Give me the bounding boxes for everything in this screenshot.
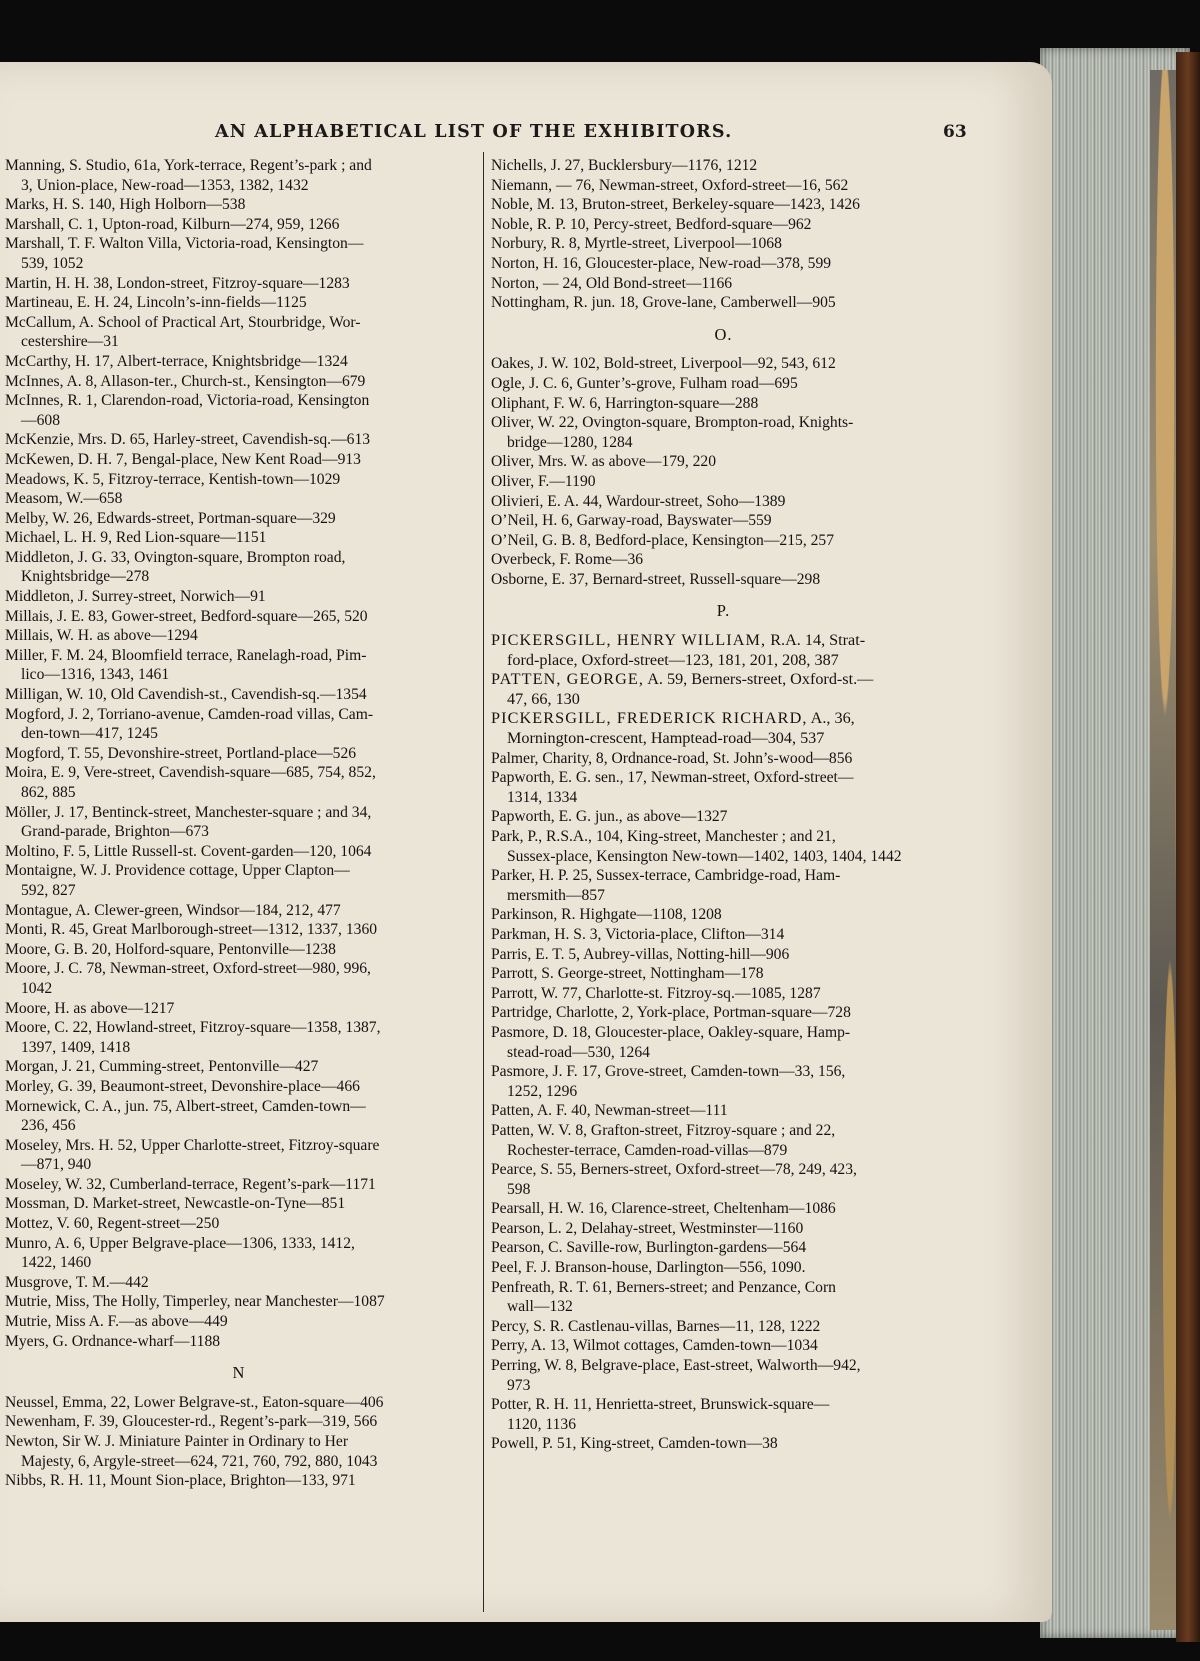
entry-continuation: cestershire—31 <box>21 333 119 351</box>
entry-text: Musgrove, T. M.—442 <box>5 1273 149 1291</box>
entry-text: Moira, E. 9, Vere-street, Cavendish-square—685, 754, 852, <box>5 764 376 782</box>
exhibitor-entry <box>5 156 473 195</box>
entry-text: Oakes, J. W. 102, Bold-street, Liverpool—92, 543, 612 <box>491 355 836 373</box>
exhibitor-entry <box>5 1175 473 1195</box>
entry-text: Munro, A. 6, Upper Belgrave-place—1306, 1333, 1412, <box>5 1234 355 1252</box>
exhibitor-entry <box>491 215 956 235</box>
exhibitor-entry <box>491 964 956 984</box>
entry-text: Papworth, E. G. sen., 17, Newman-street, Oxford-street— <box>491 769 854 787</box>
entry-text: Potter, R. H. 11, Henrietta-street, Brunswick-square— <box>491 1396 830 1414</box>
exhibitor-entry <box>491 807 956 827</box>
exhibitor-entry <box>5 901 473 921</box>
entry-text: Mottez, V. 60, Regent-street—250 <box>5 1215 220 1233</box>
entry-text: A. 59, Berners-street, Oxford-st.— <box>644 670 874 689</box>
exhibitor-entry <box>5 1332 473 1352</box>
exhibitor-entry <box>491 1023 956 1062</box>
exhibitor-entry <box>5 705 473 744</box>
exhibitor-entry <box>5 509 473 529</box>
exhibitor-entry <box>5 1194 473 1214</box>
entry-text: Parkman, H. S. 3, Victoria-place, Clifton—314 <box>491 925 785 943</box>
exhibitor-entry <box>5 528 473 548</box>
entry-continuation: 236, 456 <box>21 1117 76 1135</box>
entry-text: Powell, P. 51, King-street, Camden-town—38 <box>491 1435 778 1453</box>
entry-text: Middleton, J. Surrey-street, Norwich—91 <box>5 588 266 606</box>
entry-text: Pearson, L. 2, Delahay-street, Westminster—1160 <box>491 1219 804 1237</box>
entry-text: Mornewick, C. A., jun. 75, Albert-street, Camden-town— <box>5 1097 366 1115</box>
exhibitor-entry <box>491 550 956 570</box>
entry-text: Noble, R. P. 10, Percy-street, Bedford-square—962 <box>491 215 812 233</box>
entry-continuation: Majesty, 6, Argyle-street—624, 721, 760, 792, 880, 1043 <box>21 1452 378 1470</box>
exhibitor-entry <box>5 1234 473 1273</box>
entry-text: Peel, F. J. Branson-house, Darlington—556, 1090. <box>491 1259 806 1277</box>
entry-text: Osborne, E. 37, Bernard-street, Russell-square—298 <box>491 570 821 588</box>
exhibitor-entry <box>491 1121 956 1160</box>
exhibitor-entry <box>5 548 473 587</box>
entry-continuation: Knightsbridge—278 <box>21 568 150 586</box>
entry-text: Parkinson, R. Highgate—1108, 1208 <box>491 906 722 924</box>
entry-text: Oliphant, F. W. 6, Harrington-square—288 <box>491 394 759 412</box>
section-letter: O. <box>714 324 733 344</box>
exhibitor-entry <box>5 607 473 627</box>
page-number: 63 <box>943 122 967 142</box>
entry-text: Overbeck, F. Rome—36 <box>491 551 644 569</box>
entry-text: Moore, G. B. 20, Holford-square, Pentonville—1238 <box>5 940 336 958</box>
entry-text: Papworth, E. G. jun., as above—1327 <box>491 808 728 826</box>
exhibitor-entry <box>5 646 473 685</box>
entry-text: Monti, R. 45, Great Marlborough-street—1312, 1337, 1360 <box>5 921 378 939</box>
entry-text: Measom, W.—658 <box>5 490 123 508</box>
entry-text: McCallum, A. School of Practical Art, Stourbridge, Wor- <box>5 313 361 331</box>
exhibitor-entry <box>5 489 473 509</box>
entry-text: Moltino, F. 5, Little Russell-st. Covent-garden—120, 1064 <box>5 842 372 860</box>
entry-text: O’Neil, G. B. 8, Bedford-place, Kensington—215, 257 <box>491 531 835 549</box>
page-title: AN ALPHABETICAL LIST OF THE EXHIBITORS. <box>215 122 733 142</box>
exhibitor-entry <box>491 1434 956 1454</box>
exhibitor-entry <box>5 1393 473 1413</box>
exhibitor-entry <box>491 1101 956 1121</box>
entry-text: McInnes, R. 1, Clarendon-road, Victoria-road, Kensington <box>5 392 370 410</box>
exhibitor-entry <box>5 195 473 215</box>
exhibitor-entry <box>5 1077 473 1097</box>
entry-text: R.A. 14, Strat- <box>766 631 866 650</box>
entry-continuation: 1252, 1296 <box>507 1082 578 1100</box>
entry-text: Moseley, W. 32, Cumberland-terrace, Regent’s-park—1171 <box>5 1175 376 1193</box>
exhibitor-entry <box>5 959 473 998</box>
exhibitor-entry <box>5 1292 473 1312</box>
page-header <box>0 122 1052 148</box>
exhibitor-entry <box>5 1312 473 1332</box>
entry-continuation: Rochester-terrace, Camden-road-villas—879 <box>507 1141 788 1159</box>
entry-text: Montague, A. Clewer-green, Windsor—184, 212, 477 <box>5 901 341 919</box>
entry-text: Miller, F. M. 24, Bloomfield terrace, Ranelagh-road, Pim- <box>5 646 367 664</box>
exhibitor-entry <box>491 531 956 551</box>
exhibitor-entry <box>491 905 956 925</box>
exhibitor-entry <box>5 1273 473 1293</box>
exhibitor-entry <box>5 1471 473 1491</box>
entry-text: Parrott, W. 77, Charlotte-st. Fitzroy-sq.—1085, 1287 <box>491 984 821 1002</box>
exhibitor-entry <box>5 744 473 764</box>
entry-continuation: 1314, 1334 <box>507 788 578 806</box>
exhibitor-entry <box>5 763 473 802</box>
exhibitor-entry <box>5 1018 473 1057</box>
entry-text: Millais, J. E. 83, Gower-street, Bedford-square—265, 520 <box>5 607 368 625</box>
exhibitor-entry <box>491 274 956 294</box>
entry-text: Martin, H. H. 38, London-street, Fitzroy-square—1283 <box>5 274 350 292</box>
exhibitor-entry <box>491 293 956 313</box>
exhibitor-name: PATTEN, GEORGE, <box>491 670 645 689</box>
exhibitor-entry <box>491 374 956 394</box>
exhibitor-entry <box>5 470 473 490</box>
entry-continuation: 1397, 1409, 1418 <box>21 1038 131 1056</box>
exhibitor-entry <box>5 1432 473 1471</box>
exhibitor-entry <box>5 430 473 450</box>
entry-text: Morgan, J. 21, Cumming-street, Pentonville—427 <box>5 1058 319 1076</box>
entry-text: Perry, A. 13, Wilmot cottages, Camden-town—1034 <box>491 1337 818 1355</box>
entry-text: Norbury, R. 8, Myrtle-street, Liverpool—1068 <box>491 235 782 253</box>
entry-continuation: ford-place, Oxford-street—123, 181, 201, 208, 387 <box>507 650 839 669</box>
entry-text: Manning, S. Studio, 61a, York-terrace, Regent’s-park ; and <box>5 157 372 174</box>
entry-continuation: mersmith—857 <box>507 886 605 904</box>
entry-text: Pasmore, D. 18, Gloucester-place, Oakley-square, Hamp- <box>491 1023 851 1041</box>
entry-text: Myers, G. Ordnance-wharf—1188 <box>5 1332 221 1350</box>
entry-continuation: 1042 <box>21 979 53 997</box>
section-letter: N <box>232 1363 246 1383</box>
entry-text: Oliver, F.—1190 <box>491 472 596 490</box>
exhibitor-entry <box>491 768 956 807</box>
exhibitor-entry <box>5 1057 473 1077</box>
entry-text: Pearce, S. 55, Berners-street, Oxford-street—78, 249, 423, <box>491 1161 857 1179</box>
entry-text: Palmer, Charity, 8, Ordnance-road, St. John’s-wood—856 <box>491 749 853 767</box>
exhibitor-entry <box>491 925 956 945</box>
entry-text: Norton, H. 16, Gloucester-place, New-road—378, 599 <box>491 254 832 272</box>
entry-text: Marks, H. S. 140, High Holborn—538 <box>5 196 246 214</box>
exhibitor-entry <box>491 866 956 905</box>
entry-continuation: den-town—417, 1245 <box>21 725 158 743</box>
exhibitor-entry <box>5 1214 473 1234</box>
exhibitor-entry <box>491 354 956 374</box>
entry-text: Oliver, W. 22, Ovington-square, Brompton-road, Knights- <box>491 414 854 432</box>
exhibitor-entry <box>491 452 956 472</box>
exhibitor-entry <box>491 984 956 1004</box>
entry-text: Milligan, W. 10, Old Cavendish-st., Cavendish-sq.—1354 <box>5 686 367 704</box>
entry-text: Millais, W. H. as above—1294 <box>5 627 198 645</box>
entry-continuation: 862, 885 <box>21 784 76 801</box>
entry-text: Patten, W. V. 8, Grafton-street, Fitzroy-square ; and 22, <box>491 1121 836 1139</box>
exhibitor-entry <box>491 1356 956 1395</box>
exhibitor-entry <box>5 215 473 235</box>
exhibitor-entry <box>5 626 473 646</box>
section-letter: P. <box>716 601 731 621</box>
exhibitor-entry <box>491 1317 956 1337</box>
exhibitor-entry <box>491 1219 956 1239</box>
exhibitor-entry <box>5 450 473 470</box>
exhibitor-entry <box>491 176 956 196</box>
entry-text: Pearson, C. Saville-row, Burlington-gardens—564 <box>491 1239 807 1257</box>
exhibitor-entry <box>491 1003 956 1023</box>
exhibitor-entry <box>5 234 473 273</box>
exhibitor-entry <box>491 670 956 709</box>
exhibitor-entry <box>491 1336 956 1356</box>
exhibitor-entry <box>491 195 956 215</box>
entry-continuation: 598 <box>507 1180 531 1198</box>
exhibitor-entry <box>5 587 473 607</box>
entry-text: Niemann, — 76, Newman-street, Oxford-street—16, 562 <box>491 176 849 194</box>
entry-continuation: Sussex-place, Kensington New-town—1402, 1403, 1404, 1442 <box>507 847 902 865</box>
entry-text: Möller, J. 17, Bentinck-street, Manchester-square ; and 34, <box>5 803 372 821</box>
exhibitor-entry <box>5 1136 473 1175</box>
exhibitor-entry <box>5 352 473 372</box>
exhibitor-entry <box>5 920 473 940</box>
entry-text: McKewen, D. H. 7, Bengal-place, New Kent Road—913 <box>5 450 361 468</box>
exhibitor-entry <box>491 234 956 254</box>
entry-text: McKenzie, Mrs. D. 65, Harley-street, Cavendish-sq.—613 <box>5 431 371 449</box>
exhibitor-name: PICKERSGILL, FREDERICK RICHARD, <box>491 709 808 728</box>
entry-text: Parris, E. T. 5, Aubrey-villas, Notting-hill—906 <box>491 945 790 963</box>
exhibitor-entry <box>491 394 956 414</box>
entry-text: Oliver, Mrs. W. as above—179, 220 <box>491 453 717 471</box>
entry-text: Moseley, Mrs. H. 52, Upper Charlotte-street, Fitzroy-square <box>5 1136 380 1154</box>
entry-continuation: 1120, 1136 <box>507 1415 577 1433</box>
entry-continuation: Mornington-crescent, Hamptead-road—304, 537 <box>507 729 825 748</box>
entry-text: Nichells, J. 27, Bucklersbury—1176, 1212 <box>491 157 758 174</box>
entry-text: Meadows, K. 5, Fitzroy-terrace, Kentish-town—1029 <box>5 470 341 488</box>
entry-text: Moore, H. as above—1217 <box>5 999 175 1017</box>
entry-continuation: lico—1316, 1343, 1461 <box>21 666 170 684</box>
exhibitor-entry <box>5 293 473 313</box>
exhibitor-entry <box>491 1278 956 1317</box>
exhibitor-entry <box>491 1238 956 1258</box>
entry-text: Park, P., R.S.A., 104, King-street, Manchester ; and 21, <box>491 828 836 845</box>
entry-text: Marshall, C. 1, Upton-road, Kilburn—274, 959, 1266 <box>5 215 340 233</box>
exhibitor-entry <box>5 372 473 392</box>
entry-continuation: wall—132 <box>507 1298 573 1316</box>
exhibitor-entry <box>491 413 956 452</box>
entry-continuation: 47, 66, 130 <box>507 689 580 708</box>
entry-text: Pasmore, J. F. 17, Grove-street, Camden-town—33, 156, <box>491 1063 846 1081</box>
exhibitor-entry <box>5 1097 473 1136</box>
exhibitor-entry <box>491 827 956 866</box>
entry-text: Moore, C. 22, Howland-street, Fitzroy-square—1358, 1387, <box>5 1019 381 1037</box>
entry-continuation: bridge—1280, 1284 <box>507 433 633 451</box>
entry-text: Noble, M. 13, Bruton-street, Berkeley-square—1423, 1426 <box>491 196 860 214</box>
exhibitor-entry <box>5 274 473 294</box>
exhibitor-entry <box>491 709 956 748</box>
exhibitor-entry <box>491 631 956 670</box>
exhibitor-entry <box>491 492 956 512</box>
entry-text: Melby, W. 26, Edwards-street, Portman-square—329 <box>5 509 336 527</box>
entry-text: Marshall, T. F. Walton Villa, Victoria-road, Kensington— <box>5 235 364 253</box>
exhibitor-entry <box>491 1160 956 1199</box>
entry-text: McCarthy, H. 17, Albert-terrace, Knightsbridge—1324 <box>5 352 348 370</box>
entry-text: Michael, L. H. 9, Red Lion-square—1151 <box>5 529 267 547</box>
entry-text: Montaigne, W. J. Providence cottage, Upper Clapton— <box>5 862 350 880</box>
exhibitor-entry <box>491 511 956 531</box>
entry-text: Moore, J. C. 78, Newman-street, Oxford-street—980, 996, <box>5 960 371 978</box>
entry-text: Nibbs, R. H. 11, Mount Sion-place, Brighton—133, 971 <box>5 1472 356 1490</box>
exhibitor-entry <box>5 313 473 352</box>
exhibitor-entry <box>5 685 473 705</box>
entry-continuation: 3, Union-place, New-road—1353, 1382, 1432 <box>21 176 309 194</box>
right-column <box>491 156 956 1454</box>
exhibitor-entry <box>5 999 473 1019</box>
entry-continuation: stead-road—530, 1264 <box>507 1043 650 1061</box>
left-column <box>5 156 473 1491</box>
entry-text: Mossman, D. Market-street, Newcastle-on-Tyne—851 <box>5 1195 346 1213</box>
entry-continuation: 592, 827 <box>21 881 76 899</box>
exhibitor-entry <box>491 1395 956 1434</box>
entry-text: Nottingham, R. jun. 18, Grove-lane, Camberwell—905 <box>491 294 836 312</box>
exhibitor-entry <box>5 803 473 842</box>
entry-text: Morley, G. 39, Beaumont-street, Devonshire-place—466 <box>5 1077 360 1095</box>
entry-text: Mutrie, Miss, The Holly, Timperley, near Manchester—1087 <box>5 1293 385 1311</box>
exhibitor-entry <box>491 1258 956 1278</box>
entry-text: Pearsall, H. W. 16, Clarence-street, Cheltenham—1086 <box>491 1200 836 1218</box>
entry-continuation: Grand-parade, Brighton—673 <box>21 823 209 841</box>
entry-text: O’Neil, H. 6, Garway-road, Bayswater—559 <box>491 512 772 530</box>
exhibitor-entry <box>491 156 956 176</box>
entry-text: Penfreath, R. T. 61, Berners-street; and Penzance, Corn <box>491 1278 836 1296</box>
column-divider <box>483 152 484 1612</box>
exhibitor-entry <box>491 254 956 274</box>
entry-text: Mogford, J. 2, Torriano-avenue, Camden-road villas, Cam- <box>5 705 374 723</box>
entry-continuation: —608 <box>21 411 60 429</box>
entry-text: Mogford, T. 55, Devonshire-street, Portland-place—526 <box>5 744 357 762</box>
exhibitor-entry <box>5 861 473 900</box>
entry-text: Parrott, S. George-street, Nottingham—178 <box>491 965 764 983</box>
book-spine <box>1176 52 1200 1642</box>
exhibitor-entry <box>5 940 473 960</box>
entry-text: A., 36, <box>807 709 855 728</box>
exhibitor-entry <box>5 842 473 862</box>
entry-text: Newton, Sir W. J. Miniature Painter in Ordinary to Her <box>5 1433 349 1450</box>
entry-continuation: 973 <box>507 1376 531 1394</box>
entry-text: Ogle, J. C. 6, Gunter’s-grove, Fulham road—695 <box>491 374 798 392</box>
exhibitor-entry <box>491 749 956 769</box>
entry-text: Patten, A. F. 40, Newman-street—111 <box>491 1102 728 1120</box>
entry-continuation: 539, 1052 <box>21 254 84 272</box>
exhibitor-entry <box>491 570 956 590</box>
exhibitor-name: PICKERSGILL, HENRY WILLIAM, <box>491 631 767 650</box>
entry-text: Martineau, E. H. 24, Lincoln’s-inn-fields—1125 <box>5 294 307 312</box>
entry-text: Olivieri, E. A. 44, Wardour-street, Soho—1389 <box>491 492 786 510</box>
exhibitor-entry <box>5 391 473 430</box>
entry-text: Norton, — 24, Old Bond-street—1166 <box>491 274 733 292</box>
entry-text: Perring, W. 8, Belgrave-place, East-street, Walworth—942, <box>491 1357 861 1375</box>
entry-text: Percy, S. R. Castlenau-villas, Barnes—11, 128, 1222 <box>491 1317 821 1335</box>
entry-text: Middleton, J. G. 33, Ovington-square, Brompton road, <box>5 548 346 566</box>
exhibitor-entry <box>491 1062 956 1101</box>
exhibitor-entry <box>491 472 956 492</box>
exhibitor-entry <box>5 1412 473 1432</box>
exhibitor-entry <box>491 945 956 965</box>
entry-text: Parker, H. P. 25, Sussex-terrace, Cambridge-road, Ham- <box>491 867 841 885</box>
entry-text: Neussel, Emma, 22, Lower Belgrave-st., Eaton-square—406 <box>5 1393 384 1411</box>
entry-text: Mutrie, Miss A. F.—as above—449 <box>5 1313 228 1331</box>
entry-continuation: 1422, 1460 <box>21 1254 92 1272</box>
entry-text: Newenham, F. 39, Gloucester-rd., Regent’s-park—319, 566 <box>5 1413 378 1431</box>
entry-text: Partridge, Charlotte, 2, York-place, Portman-square—728 <box>491 1004 851 1022</box>
exhibitor-entry <box>491 1199 956 1219</box>
entry-continuation: —871, 940 <box>21 1156 92 1174</box>
entry-text: McInnes, A. 8, Allason-ter., Church-st., Kensington—679 <box>5 372 366 390</box>
